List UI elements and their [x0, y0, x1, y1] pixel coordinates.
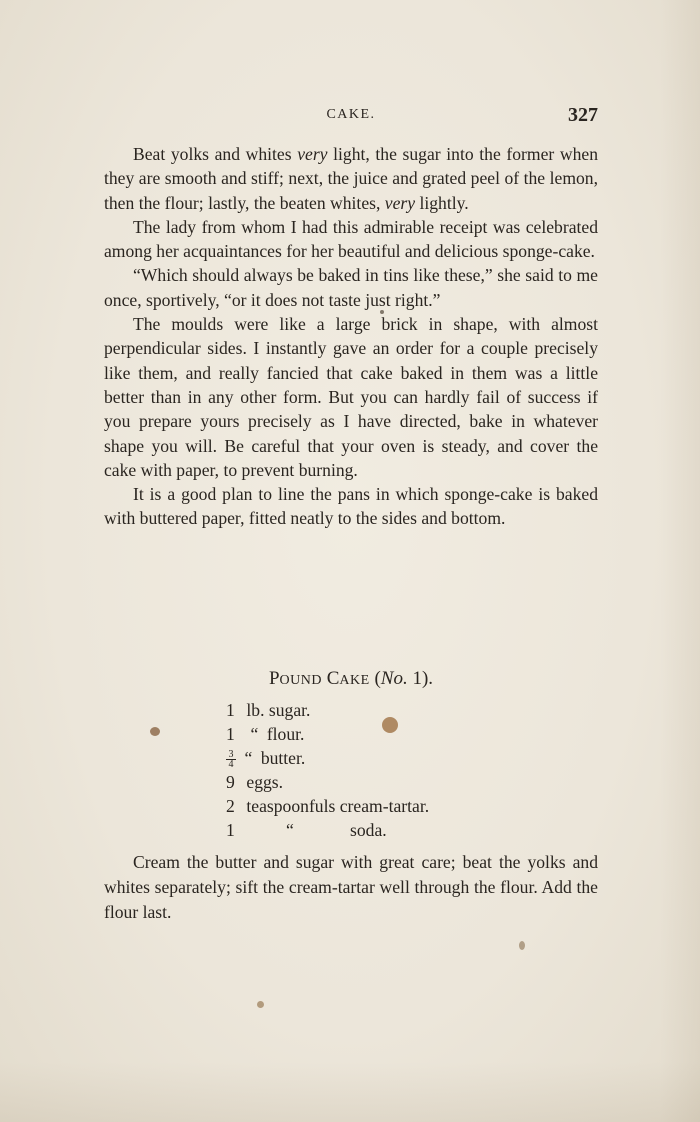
ingredient-qty: 1 — [226, 700, 235, 720]
ingredient-name: teaspoonfuls cream-tartar. — [246, 796, 430, 816]
ingredient-name: soda. — [350, 820, 387, 840]
paragraph: The moulds were like a large brick in shape, with almost perpendicular sides. I instantly gave an order for a couple precisely like them, and really fancied that cake baked in them was a little better than in any other form. But you can hardly fail of success if you prepare yours precisely as I have directed, bake in whatever shape you will. Be careful that your oven is steady, and cover the cake with paper, to prevent burning. — [104, 314, 598, 480]
page-edge-shadow — [660, 0, 700, 1122]
text-run: lightly. — [415, 192, 469, 213]
title-part: C — [326, 668, 340, 689]
ingredient-name: flour. — [266, 724, 305, 744]
text-run: Beat yolks and whites — [133, 144, 298, 164]
ingredient-name: eggs. — [246, 772, 284, 792]
ingredient-qty: 1 — [226, 820, 235, 840]
italic-text: very — [384, 192, 416, 213]
ditto-mark: “ — [286, 820, 294, 840]
ingredient-qty: 1 — [226, 724, 235, 744]
ingredient-name: butter. — [260, 748, 306, 768]
title-part: ( — [374, 668, 381, 689]
italic-text: very — [297, 144, 328, 164]
ditto-mark: “ — [250, 724, 259, 744]
paragraph: The lady from whom I had this admirable receipt was celebrated among her acquaintances for her beautiful and delicious sponge-cake. — [104, 216, 598, 262]
paragraph: Cream the butter and sugar with great care; beat the yolks and whites separately; sift the cream-tartar well through the flour. Add the flour last. — [104, 852, 598, 922]
page-bottom-shadow — [0, 1062, 700, 1122]
ink-spot — [257, 1001, 264, 1008]
running-title: CAKE. — [326, 107, 376, 122]
ingredient-row — [226, 770, 526, 794]
fraction-numerator: 3 — [226, 750, 236, 760]
running-head — [104, 104, 598, 128]
ingredient-qty: 9 — [226, 772, 235, 792]
recipe-title — [104, 668, 598, 690]
ink-spot — [519, 941, 525, 950]
paragraph: It is a good plan to line the pans in which sponge-cake is baked with buttered paper, fitted neatly to the sides and bottom. — [104, 484, 598, 529]
recipe-method — [104, 850, 598, 925]
fraction-denominator: 4 — [228, 759, 234, 771]
paragraph: “Which should always be baked in tins like these,” she said to me once, sportively, “or it does not taste just right.” — [104, 265, 598, 310]
title-part: OUND — [279, 673, 322, 688]
page-number: 327 — [568, 104, 598, 126]
ingredient-list — [226, 698, 526, 842]
ink-spot — [150, 727, 160, 736]
title-part: No. — [380, 668, 408, 689]
ingredient-row — [226, 818, 526, 842]
ingredient-name: lb. sugar. — [246, 700, 311, 720]
paragraph — [104, 142, 598, 215]
title-part: AKE — [339, 673, 370, 688]
text-run: light, the sugar into the former when they are smooth and stiff; next, the juice and grated peel of the lemon, then the flour; lastly, the beaten whites, — [104, 144, 598, 213]
ditto-mark: “ — [244, 748, 253, 768]
title-part: 1). — [407, 668, 434, 689]
fraction — [226, 750, 236, 769]
ingredient-row — [226, 794, 526, 818]
title-part: P — [268, 668, 280, 689]
ingredient-row — [226, 722, 526, 746]
body-text — [104, 142, 598, 531]
ingredient-row — [226, 698, 526, 722]
ingredient-row — [226, 746, 526, 770]
ingredient-qty: 2 — [226, 796, 235, 816]
